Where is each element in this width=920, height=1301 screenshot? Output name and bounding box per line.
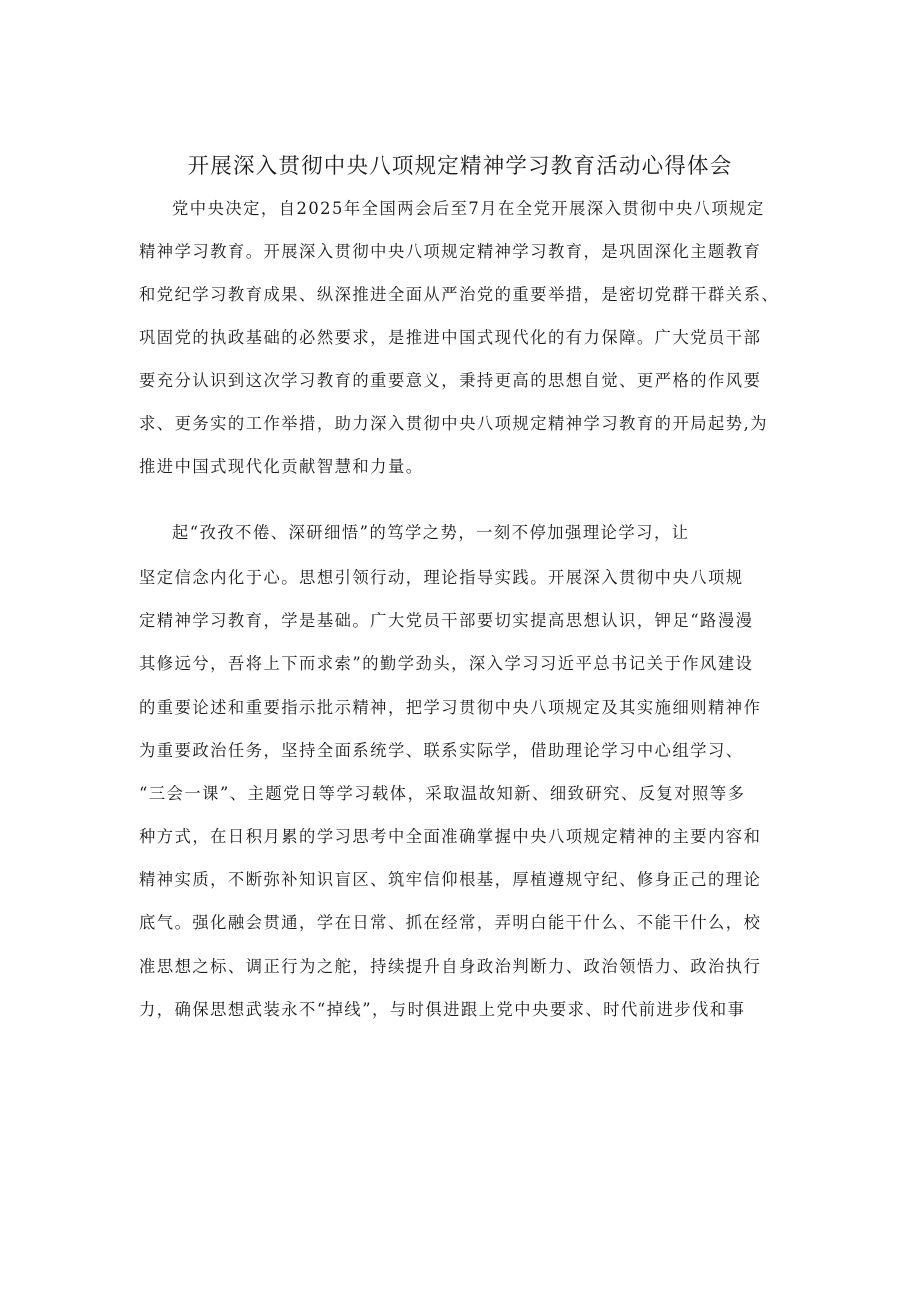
paragraph-2-line-2: 坚定信念内化于心。思想引领行动，理论指导实践。开展深入贯彻中央八项规 xyxy=(139,568,744,587)
paragraph-1-line-7: 推进中国式现代化贡献智慧和力量。 xyxy=(139,457,424,476)
paragraph-2-line-4: 其修远兮，吾将上下而求索”的勤学劲头，深入学习习近平总书记关于作风建设 xyxy=(139,654,754,673)
paragraph-2-line-9: 精神实质，不断弥补知识盲区、筑牢信仰根基，厚植遵规守纪、修身正己的理论 xyxy=(139,870,762,889)
paragraph-1-line-6: 求、更务实的工作举措，助力深入贯彻中央八项规定精神学习教育的开局起势,为 xyxy=(139,414,769,433)
paragraph-2-line-8: 种方式，在日积月累的学习思考中全面准确掌握中央八项规定精神的主要内容和 xyxy=(139,827,762,846)
paragraph-1-line-1: 党中央决定，自2025年全国两会后至7月在全党开展深入贯彻中央八项规定 xyxy=(172,199,765,218)
paragraph-2-line-1: 起“孜孜不倦、深研细悟”的笃学之势，一刻不停加强理论学习，让 xyxy=(172,523,690,542)
paragraph-1-line-3: 和党纪学习教育成果、纵深推进全面从严治党的重要举措，是密切党群干群关系、 xyxy=(139,285,780,304)
paragraph-2-line-11: 准思想之标、调正行为之舵，持续提升自身政治判断力、政治领悟力、政治执行 xyxy=(139,957,762,976)
paragraph-2-line-5: 的重要论述和重要指示批示精神，把学习贯彻中央八项规定及其实施细则精神作 xyxy=(139,698,762,717)
paragraph-2-line-6: 为重要政治任务，坚持全面系统学、联系实际学，借助理论学习中心组学习、 xyxy=(139,741,744,760)
paragraph-2-line-12: 力，确保思想武装永不“掉线”，与时俱进跟上党中央要求、时代前进步伐和事 xyxy=(139,1000,746,1019)
document-title: 开展深入贯彻中央八项规定精神学习教育活动心得体会 xyxy=(187,154,733,179)
paragraph-1-line-5: 要充分认识到这次学习教育的重要意义，秉持更高的思想自觉、更严格的作风要 xyxy=(139,371,762,390)
paragraph-2-line-7: “三会一课”、主题党日等学习载体，采取温故知新、细致研究、反复对照等多 xyxy=(139,784,746,803)
paragraph-2-line-10: 底气。强化融会贯通，学在日常、抓在经常，弄明白能干什么、不能干什么，校 xyxy=(139,913,762,932)
paragraph-1-line-2: 精神学习教育。开展深入贯彻中央八项规定精神学习教育，是巩固深化主题教育 xyxy=(139,242,762,261)
paragraph-2-line-3: 定精神学习教育，学是基础。广大党员干部要切实提高思想认识，钾足“路漫漫 xyxy=(139,611,754,630)
paragraph-1-line-4: 巩固党的执政基础的必然要求，是推进中国式现代化的有力保障。广大党员干部 xyxy=(139,328,762,347)
